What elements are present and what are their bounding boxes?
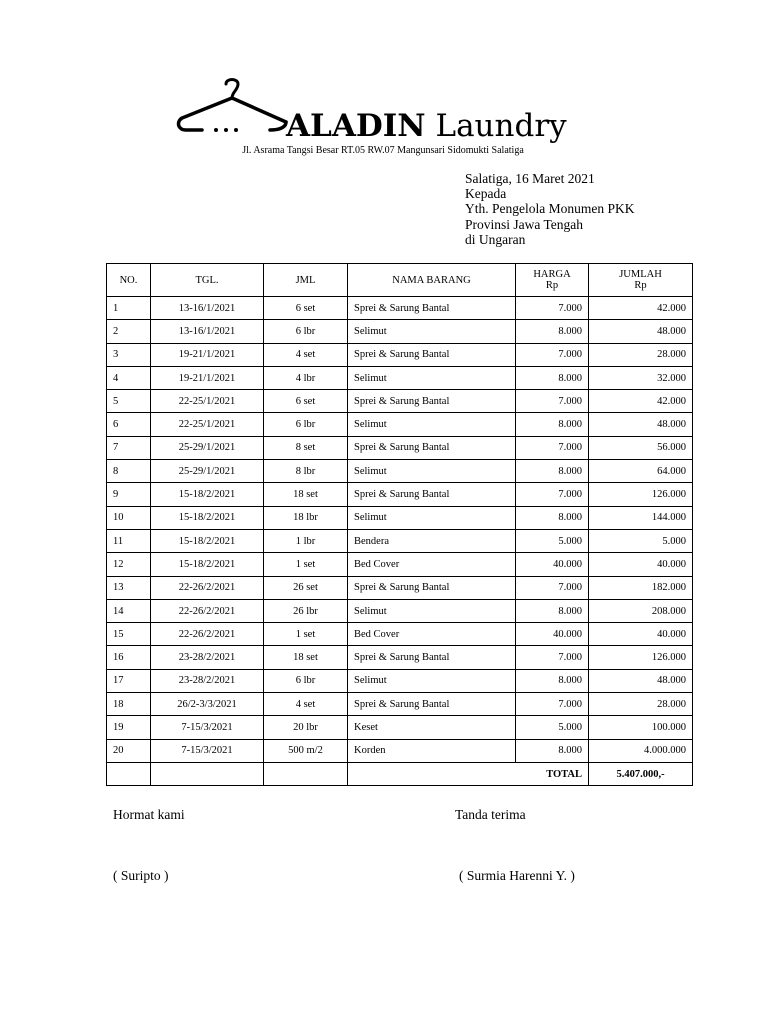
cell-no: 15 <box>107 623 151 646</box>
cell-jml: 4 set <box>264 343 348 366</box>
cell-no: 1 <box>107 297 151 320</box>
cell-jumlah: 42.000 <box>589 390 693 413</box>
logo <box>174 76 604 146</box>
cell-jml: 6 set <box>264 297 348 320</box>
cell-harga: 7.000 <box>516 343 589 366</box>
cell-harga: 7.000 <box>516 390 589 413</box>
table-row <box>107 390 693 413</box>
cell-no: 14 <box>107 599 151 622</box>
cell-nama-barang: Selimut <box>348 460 516 483</box>
brand-name <box>286 106 567 146</box>
table-row <box>107 460 693 483</box>
cell-nama-barang: Sprei & Sarung Bantal <box>348 436 516 459</box>
cell-nama-barang: Bendera <box>348 529 516 552</box>
cell-harga: 8.000 <box>516 460 589 483</box>
cell-nama-barang: Selimut <box>348 599 516 622</box>
cell-tgl: 19-21/1/2021 <box>151 343 264 366</box>
total-row <box>107 762 693 785</box>
cell-no: 13 <box>107 576 151 599</box>
cell-jumlah: 64.000 <box>589 460 693 483</box>
cell-jml: 1 set <box>264 623 348 646</box>
table-row <box>107 646 693 669</box>
cell-harga: 5.000 <box>516 716 589 739</box>
recipient-line: Yth. Pengelola Monumen PKK <box>465 201 635 217</box>
cell-tgl: 13-16/1/2021 <box>151 320 264 343</box>
cell-no: 10 <box>107 506 151 529</box>
table-row <box>107 669 693 692</box>
cell-nama-barang: Sprei & Sarung Bantal <box>348 390 516 413</box>
cell-tgl: 22-26/2/2021 <box>151 599 264 622</box>
cell-jumlah: 40.000 <box>589 553 693 576</box>
table-row <box>107 576 693 599</box>
total-empty-cell <box>107 762 151 785</box>
cell-no: 18 <box>107 693 151 716</box>
cell-jml: 1 lbr <box>264 529 348 552</box>
cell-harga: 8.000 <box>516 320 589 343</box>
cell-tgl: 22-26/2/2021 <box>151 576 264 599</box>
header-no: NO. <box>107 264 151 297</box>
cell-no: 8 <box>107 460 151 483</box>
cell-nama-barang: Sprei & Sarung Bantal <box>348 576 516 599</box>
header-jml: JML <box>264 264 348 297</box>
cell-tgl: 7-15/3/2021 <box>151 739 264 762</box>
cell-harga: 7.000 <box>516 483 589 506</box>
hanger-icon <box>174 76 294 136</box>
cell-harga: 7.000 <box>516 646 589 669</box>
cell-jumlah: 5.000 <box>589 529 693 552</box>
cell-jumlah: 48.000 <box>589 669 693 692</box>
cell-no: 12 <box>107 553 151 576</box>
cell-nama-barang: Selimut <box>348 366 516 389</box>
receiver-name: ( Surmia Harenni Y. ) <box>459 868 575 883</box>
cell-tgl: 23-28/2/2021 <box>151 646 264 669</box>
cell-tgl: 23-28/2/2021 <box>151 669 264 692</box>
cell-harga: 8.000 <box>516 669 589 692</box>
cell-jml: 20 lbr <box>264 716 348 739</box>
cell-jumlah: 42.000 <box>589 297 693 320</box>
cell-harga: 8.000 <box>516 599 589 622</box>
table-row <box>107 436 693 459</box>
total-empty-cell <box>264 762 348 785</box>
cell-jumlah: 40.000 <box>589 623 693 646</box>
cell-jml: 1 set <box>264 553 348 576</box>
cell-jumlah: 56.000 <box>589 436 693 459</box>
cell-jml: 8 set <box>264 436 348 459</box>
cell-jumlah: 208.000 <box>589 599 693 622</box>
cell-harga: 8.000 <box>516 739 589 762</box>
table-row <box>107 693 693 716</box>
table-row <box>107 483 693 506</box>
table-header-row <box>107 264 693 297</box>
cell-nama-barang: Sprei & Sarung Bantal <box>348 343 516 366</box>
table-row <box>107 343 693 366</box>
cell-jumlah: 100.000 <box>589 716 693 739</box>
cell-harga: 40.000 <box>516 553 589 576</box>
table-row <box>107 553 693 576</box>
cell-jumlah: 4.000.000 <box>589 739 693 762</box>
table-row <box>107 297 693 320</box>
cell-jml: 6 lbr <box>264 413 348 436</box>
cell-nama-barang: Sprei & Sarung Bantal <box>348 646 516 669</box>
total-label: TOTAL <box>348 762 589 785</box>
cell-tgl: 15-18/2/2021 <box>151 529 264 552</box>
cell-no: 17 <box>107 669 151 692</box>
table-row <box>107 623 693 646</box>
cell-no: 19 <box>107 716 151 739</box>
cell-tgl: 26/2-3/3/2021 <box>151 693 264 716</box>
cell-harga: 5.000 <box>516 529 589 552</box>
cell-jml: 6 lbr <box>264 669 348 692</box>
cell-tgl: 15-18/2/2021 <box>151 483 264 506</box>
table-row <box>107 366 693 389</box>
cell-tgl: 25-29/1/2021 <box>151 460 264 483</box>
cell-no: 5 <box>107 390 151 413</box>
cell-no: 2 <box>107 320 151 343</box>
cell-nama-barang: Bed Cover <box>348 623 516 646</box>
cell-harga: 7.000 <box>516 693 589 716</box>
cell-nama-barang: Sprei & Sarung Bantal <box>348 693 516 716</box>
cell-tgl: 15-18/2/2021 <box>151 553 264 576</box>
cell-harga: 8.000 <box>516 366 589 389</box>
cell-tgl: 25-29/1/2021 <box>151 436 264 459</box>
table-row <box>107 739 693 762</box>
cell-jumlah: 48.000 <box>589 320 693 343</box>
recipient-line: di Ungaran <box>465 231 526 247</box>
cell-no: 4 <box>107 366 151 389</box>
cell-no: 16 <box>107 646 151 669</box>
cell-nama-barang: Selimut <box>348 669 516 692</box>
header-jumlah: JUMLAH Rp <box>589 264 693 297</box>
cell-no: 20 <box>107 739 151 762</box>
cell-tgl: 7-15/3/2021 <box>151 716 264 739</box>
sender-title: Hormat kami <box>113 807 185 822</box>
recipient-line: Provinsi Jawa Tengah <box>465 216 584 232</box>
cell-jml: 26 set <box>264 576 348 599</box>
items-table <box>106 263 693 786</box>
cell-jumlah: 28.000 <box>589 693 693 716</box>
cell-jml: 6 set <box>264 390 348 413</box>
cell-jumlah: 182.000 <box>589 576 693 599</box>
sender-name: ( Suripto ) <box>113 868 169 883</box>
letter-date: Salatiga, 16 Maret 2021 <box>465 171 595 186</box>
cell-no: 9 <box>107 483 151 506</box>
table-row <box>107 413 693 436</box>
cell-jumlah: 126.000 <box>589 646 693 669</box>
cell-jml: 18 lbr <box>264 506 348 529</box>
cell-harga: 8.000 <box>516 413 589 436</box>
company-address: Jl. Asrama Tangsi Besar RT.05 RW.07 Mangunsari Sidomukti Salatiga <box>242 145 524 156</box>
cell-harga: 8.000 <box>516 506 589 529</box>
cell-harga: 7.000 <box>516 436 589 459</box>
cell-jumlah: 144.000 <box>589 506 693 529</box>
header-nama-barang: NAMA BARANG <box>348 264 516 297</box>
table-row <box>107 599 693 622</box>
cell-tgl: 15-18/2/2021 <box>151 506 264 529</box>
cell-tgl: 22-25/1/2021 <box>151 390 264 413</box>
table-row <box>107 529 693 552</box>
cell-jumlah: 126.000 <box>589 483 693 506</box>
cell-nama-barang: Selimut <box>348 413 516 436</box>
cell-nama-barang: Keset <box>348 716 516 739</box>
cell-no: 7 <box>107 436 151 459</box>
cell-jumlah: 32.000 <box>589 366 693 389</box>
cell-jumlah: 28.000 <box>589 343 693 366</box>
cell-no: 11 <box>107 529 151 552</box>
cell-jml: 26 lbr <box>264 599 348 622</box>
cell-harga: 7.000 <box>516 576 589 599</box>
cell-jumlah: 48.000 <box>589 413 693 436</box>
table-row <box>107 320 693 343</box>
header-tgl: TGL. <box>151 264 264 297</box>
cell-jml: 6 lbr <box>264 320 348 343</box>
cell-nama-barang: Bed Cover <box>348 553 516 576</box>
brand-regular: Laundry <box>435 108 567 144</box>
cell-tgl: 22-26/2/2021 <box>151 623 264 646</box>
total-empty-cell <box>151 762 264 785</box>
cell-jml: 8 lbr <box>264 460 348 483</box>
cell-jml: 4 set <box>264 693 348 716</box>
cell-no: 3 <box>107 343 151 366</box>
cell-jml: 18 set <box>264 483 348 506</box>
cell-jml: 4 lbr <box>264 366 348 389</box>
cell-nama-barang: Sprei & Sarung Bantal <box>348 483 516 506</box>
table-row <box>107 506 693 529</box>
cell-nama-barang: Selimut <box>348 506 516 529</box>
cell-jml: 500 m/2 <box>264 739 348 762</box>
cell-nama-barang: Korden <box>348 739 516 762</box>
cell-harga: 7.000 <box>516 297 589 320</box>
table-row <box>107 716 693 739</box>
total-value: 5.407.000,- <box>589 762 693 785</box>
cell-harga: 40.000 <box>516 623 589 646</box>
cell-nama-barang: Selimut <box>348 320 516 343</box>
receiver-title: Tanda terima <box>455 807 526 822</box>
cell-nama-barang: Sprei & Sarung Bantal <box>348 297 516 320</box>
cell-tgl: 19-21/1/2021 <box>151 366 264 389</box>
cell-tgl: 13-16/1/2021 <box>151 297 264 320</box>
cell-jml: 18 set <box>264 646 348 669</box>
header-harga: HARGA Rp <box>516 264 589 297</box>
cell-tgl: 22-25/1/2021 <box>151 413 264 436</box>
recipient-line: Kepada <box>465 186 507 202</box>
cell-no: 6 <box>107 413 151 436</box>
recipient-block <box>465 171 635 247</box>
brand-bold: ALADIN <box>286 108 426 144</box>
